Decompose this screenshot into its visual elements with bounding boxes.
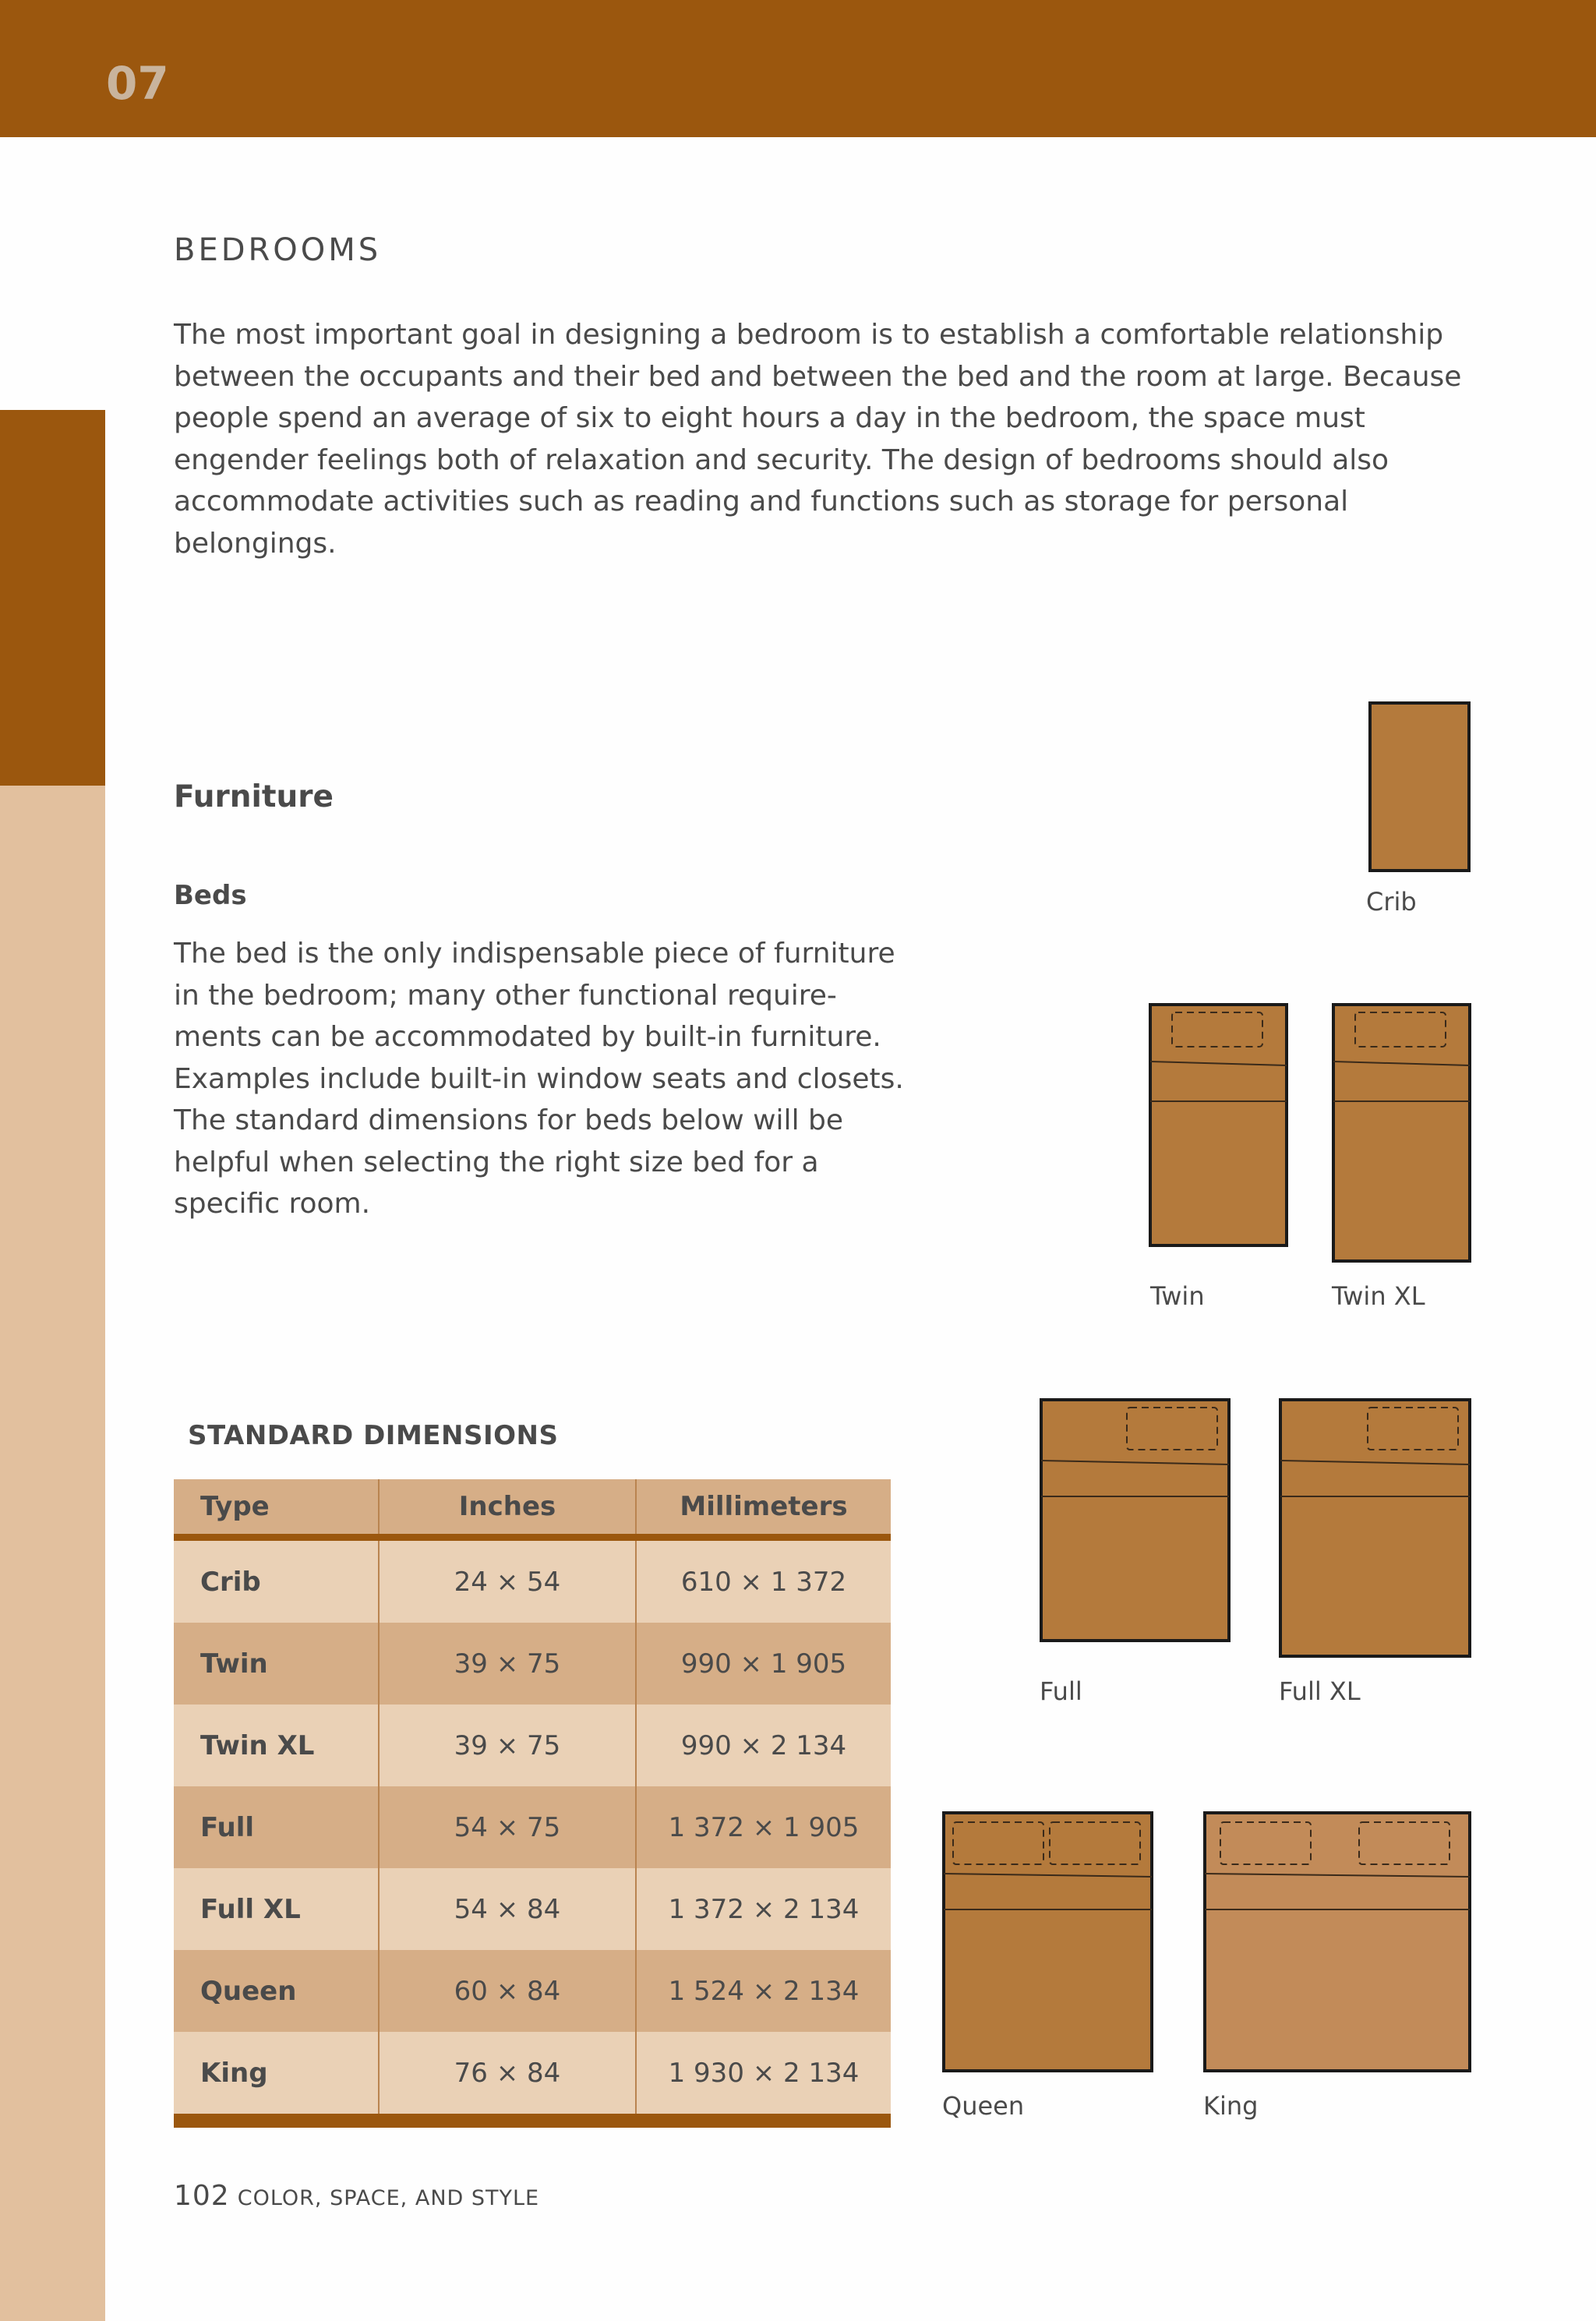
chapter-number: 07 — [106, 57, 169, 110]
bed-type-cell: Full — [174, 1786, 379, 1868]
queen-label: Queen — [942, 2091, 1025, 2121]
king-bed-illustration — [1203, 1811, 1472, 2073]
inches-cell: 39 × 75 — [379, 1705, 636, 1786]
table-row — [174, 1538, 891, 1623]
column-header-type: Type — [174, 1479, 379, 1538]
millimeters-cell: 1 524 × 2 134 — [636, 1950, 891, 2032]
bed-type-cell: Crib — [174, 1538, 379, 1623]
bed-type-cell: Queen — [174, 1950, 379, 2032]
bed-type-cell: Twin XL — [174, 1705, 379, 1786]
queen-bed-illustration — [942, 1811, 1154, 2073]
table-title: STANDARD DIMENSIONS — [188, 1420, 559, 1451]
millimeters-cell: 610 × 1 372 — [636, 1538, 891, 1623]
twin-label: Twin — [1150, 1281, 1205, 1311]
chapter-header-bar — [0, 0, 1596, 137]
inches-cell: 39 × 75 — [379, 1623, 636, 1705]
table-row — [174, 1786, 891, 1868]
full-xl-bed-illustration — [1279, 1398, 1472, 1659]
millimeters-cell: 990 × 2 134 — [636, 1705, 891, 1786]
column-header-millimeters: Millimeters — [636, 1479, 891, 1538]
inches-cell: 24 × 54 — [379, 1538, 636, 1623]
table-row — [174, 1623, 891, 1705]
millimeters-cell: 1 372 × 2 134 — [636, 1868, 891, 1950]
twin-xl-label: Twin XL — [1332, 1281, 1425, 1311]
table-row — [174, 2032, 891, 2121]
column-header-inches: Inches — [379, 1479, 636, 1538]
inches-cell: 54 × 84 — [379, 1868, 636, 1950]
bed-type-cell: Twin — [174, 1623, 379, 1705]
page-number: 102 — [174, 2180, 230, 2212]
twin-xl-bed-illustration — [1332, 1003, 1472, 1263]
full-xl-label: Full XL — [1279, 1676, 1361, 1706]
millimeters-cell: 1 930 × 2 134 — [636, 2032, 891, 2121]
crib-illustration — [1368, 701, 1471, 873]
table-row — [174, 1868, 891, 1950]
millimeters-cell: 1 372 × 1 905 — [636, 1786, 891, 1868]
full-label: Full — [1040, 1676, 1082, 1706]
inches-cell: 60 × 84 — [379, 1950, 636, 2032]
bed-type-cell: King — [174, 2032, 379, 2121]
book-title: COLOR, SPACE, AND STYLE — [237, 2186, 540, 2210]
page-footer — [174, 2182, 539, 2210]
section-title: BEDROOMS — [174, 232, 382, 268]
furniture-heading: Furniture — [174, 779, 334, 814]
side-band-accent — [0, 410, 105, 786]
inches-cell: 76 × 84 — [379, 2032, 636, 2121]
full-bed-illustration — [1040, 1398, 1231, 1643]
table-header-row — [174, 1479, 891, 1538]
inches-cell: 54 × 75 — [379, 1786, 636, 1868]
king-label: King — [1203, 2091, 1259, 2121]
intro-paragraph: The most important goal in designing a bedroom is to establish a comfortable relationship between the occupants and their bed and between the bed and the room at large. Because people spend an average of six to eight hours a day in the bedroom, the space must engender feelings both of relaxation and security. The design of bedrooms should also accommodate activities such as reading and functions such as storage for personal belongings. — [174, 319, 1462, 560]
crib-label: Crib — [1366, 887, 1417, 917]
beds-heading: Beds — [174, 880, 247, 911]
table-row — [174, 1950, 891, 2032]
beds-paragraph: The bed is the only indispensable piece of furniture in the bedroom; many other functional require-ments can be accommodated by built-in furniture. Examples include built-in window seats and closets. The standard dimensions for beds below will be helpful when selecting the right size bed for a specific room. — [174, 938, 904, 1220]
twin-bed-illustration — [1149, 1003, 1289, 1248]
millimeters-cell: 990 × 1 905 — [636, 1623, 891, 1705]
table-row — [174, 1705, 891, 1786]
bed-type-cell: Full XL — [174, 1868, 379, 1950]
dimensions-table — [174, 1479, 891, 2128]
